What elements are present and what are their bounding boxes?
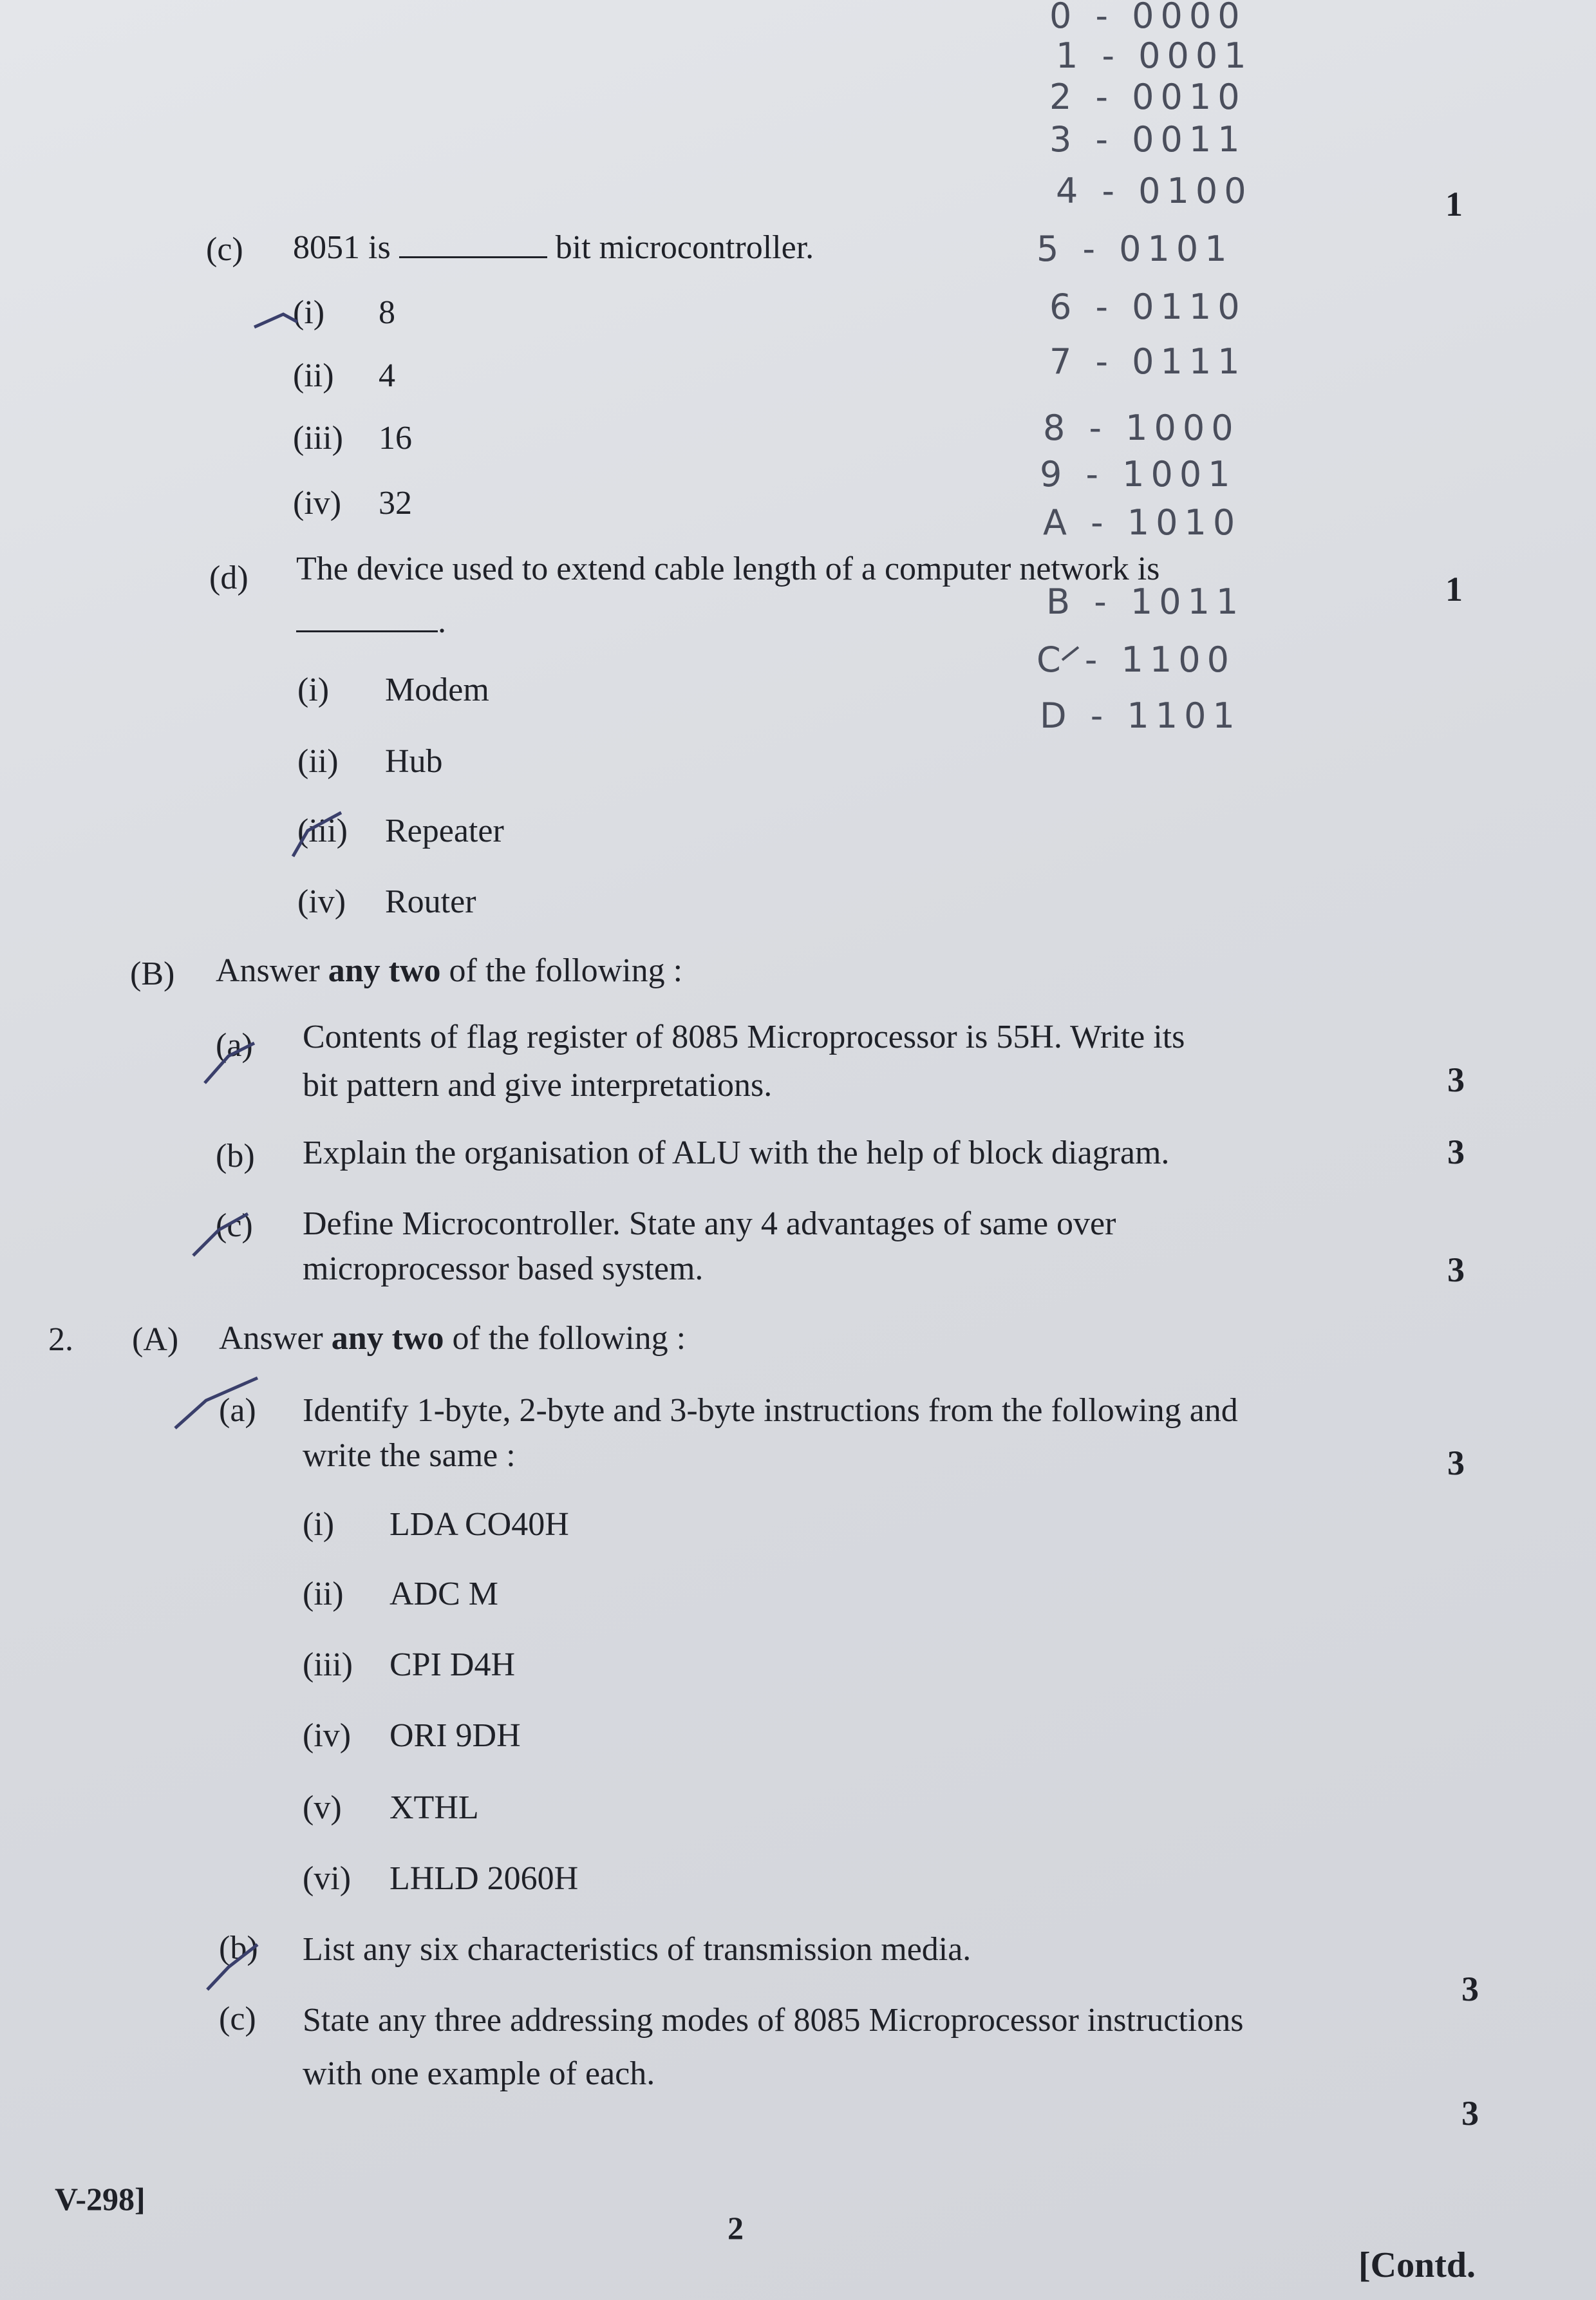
item-label: (a) — [219, 1392, 256, 1429]
continued-label: [Contd. — [1358, 2245, 1476, 2285]
hex-strike-mark — [1062, 647, 1078, 660]
tick-mark — [293, 813, 341, 856]
instruction-text: ADC M — [390, 1576, 499, 1612]
option-text: 4 — [379, 357, 395, 394]
tick-mark — [193, 1214, 248, 1256]
instruction-label: (v) — [303, 1789, 342, 1826]
hex-row: D - 1101 — [1040, 695, 1241, 736]
marks: 3 — [1447, 1060, 1465, 1099]
section-intro: Answer any two of the following : — [216, 952, 683, 989]
hex-row: 9 - 1001 — [1040, 454, 1237, 495]
option-label: (iii) — [297, 813, 348, 849]
option-text: 8 — [379, 294, 395, 331]
question-text: write the same : — [303, 1437, 516, 1474]
question-text: 8051 is bit microcontroller. — [293, 229, 814, 266]
hex-row: 1 - 0001 — [1056, 35, 1253, 76]
tick-mark — [254, 314, 297, 327]
question-text: State any three addressing modes of 8085 Microprocessor instructions — [303, 2002, 1244, 2039]
instruction-label: (vi) — [303, 1860, 352, 1897]
instruction-label: (iv) — [303, 1717, 352, 1754]
marks: 1 — [1445, 570, 1463, 608]
tick-mark — [207, 1945, 258, 1990]
item-label: (a) — [216, 1027, 253, 1064]
instruction-text: LHLD 2060H — [390, 1860, 579, 1897]
option-text: 16 — [379, 420, 412, 457]
option-label: (ii) — [293, 357, 334, 394]
item-label: (c) — [216, 1207, 253, 1244]
option-text: Hub — [385, 743, 443, 780]
question-text-end: . — [296, 602, 446, 639]
option-label: (ii) — [297, 743, 339, 780]
marks: 3 — [1461, 1970, 1479, 2008]
hex-row: 6 - 0110 — [1049, 287, 1246, 327]
question-text: Contents of flag register of 8085 Microprocessor is 55H. Write its — [303, 1019, 1185, 1055]
question-text: with one example of each. — [303, 2055, 655, 2092]
option-text: Repeater — [385, 813, 504, 849]
question-text: bit pattern and give interpretations. — [303, 1067, 773, 1104]
marks: 3 — [1461, 2094, 1479, 2133]
question-text: Explain the organisation of ALU with the help of block diagram. — [303, 1135, 1170, 1171]
hex-row: 2 - 0010 — [1049, 77, 1246, 117]
tick-mark — [205, 1043, 254, 1083]
question-text: Define Microcontroller. State any 4 advantages of same over — [303, 1205, 1116, 1242]
marks: 3 — [1447, 1444, 1465, 1482]
hex-row: 3 - 0011 — [1049, 119, 1246, 160]
hex-row: 4 - 0100 — [1056, 171, 1253, 211]
instruction-text: ORI 9DH — [390, 1717, 521, 1754]
instruction-label: (ii) — [303, 1576, 344, 1612]
question-text: The device used to extend cable length of a computer network is — [296, 551, 1160, 587]
marks: 3 — [1447, 1133, 1465, 1171]
instruction-text: XTHL — [390, 1789, 479, 1826]
hex-row: 8 - 1000 — [1043, 408, 1240, 448]
page-number: 2 — [728, 2210, 744, 2246]
option-label: (i) — [293, 294, 325, 331]
item-label: (c) — [206, 231, 243, 268]
instruction-text: LDA CO40H — [390, 1506, 569, 1543]
hex-row: 5 - 0101 — [1037, 229, 1234, 269]
hex-row: A - 1010 — [1043, 502, 1242, 543]
instruction-text: CPI D4H — [390, 1646, 516, 1683]
hex-row: 7 - 0111 — [1049, 341, 1246, 382]
marks: 3 — [1447, 1250, 1465, 1289]
hex-row: 0 - 0000 — [1049, 0, 1246, 36]
section-label: (A) — [132, 1321, 179, 1358]
item-label: (b) — [219, 1930, 258, 1966]
item-label: (b) — [216, 1138, 255, 1174]
question-text: List any six characteristics of transmission media. — [303, 1931, 972, 1968]
option-label: (iv) — [293, 485, 342, 522]
option-text: Router — [385, 883, 476, 920]
paper-code: V-298] — [55, 2181, 146, 2217]
hex-row: B - 1011 — [1046, 581, 1245, 622]
section-label: (B) — [130, 956, 175, 992]
tick-mark — [175, 1378, 258, 1428]
instruction-label: (iii) — [303, 1646, 353, 1683]
question-text: Identify 1-byte, 2-byte and 3-byte instructions from the following and — [303, 1392, 1238, 1429]
option-label: (iii) — [293, 420, 343, 457]
marks: 1 — [1445, 185, 1463, 223]
option-text: 32 — [379, 485, 412, 522]
item-label: (c) — [219, 2001, 256, 2037]
hex-row: C - 1100 — [1037, 639, 1235, 680]
question-text: microprocessor based system. — [303, 1250, 704, 1287]
instruction-label: (i) — [303, 1506, 335, 1543]
item-label: (d) — [209, 560, 249, 596]
section-intro: Answer any two of the following : — [219, 1320, 686, 1357]
question-number: 2. — [48, 1321, 73, 1358]
option-label: (i) — [297, 672, 330, 708]
option-text: Modem — [385, 672, 489, 708]
option-label: (iv) — [297, 883, 346, 920]
